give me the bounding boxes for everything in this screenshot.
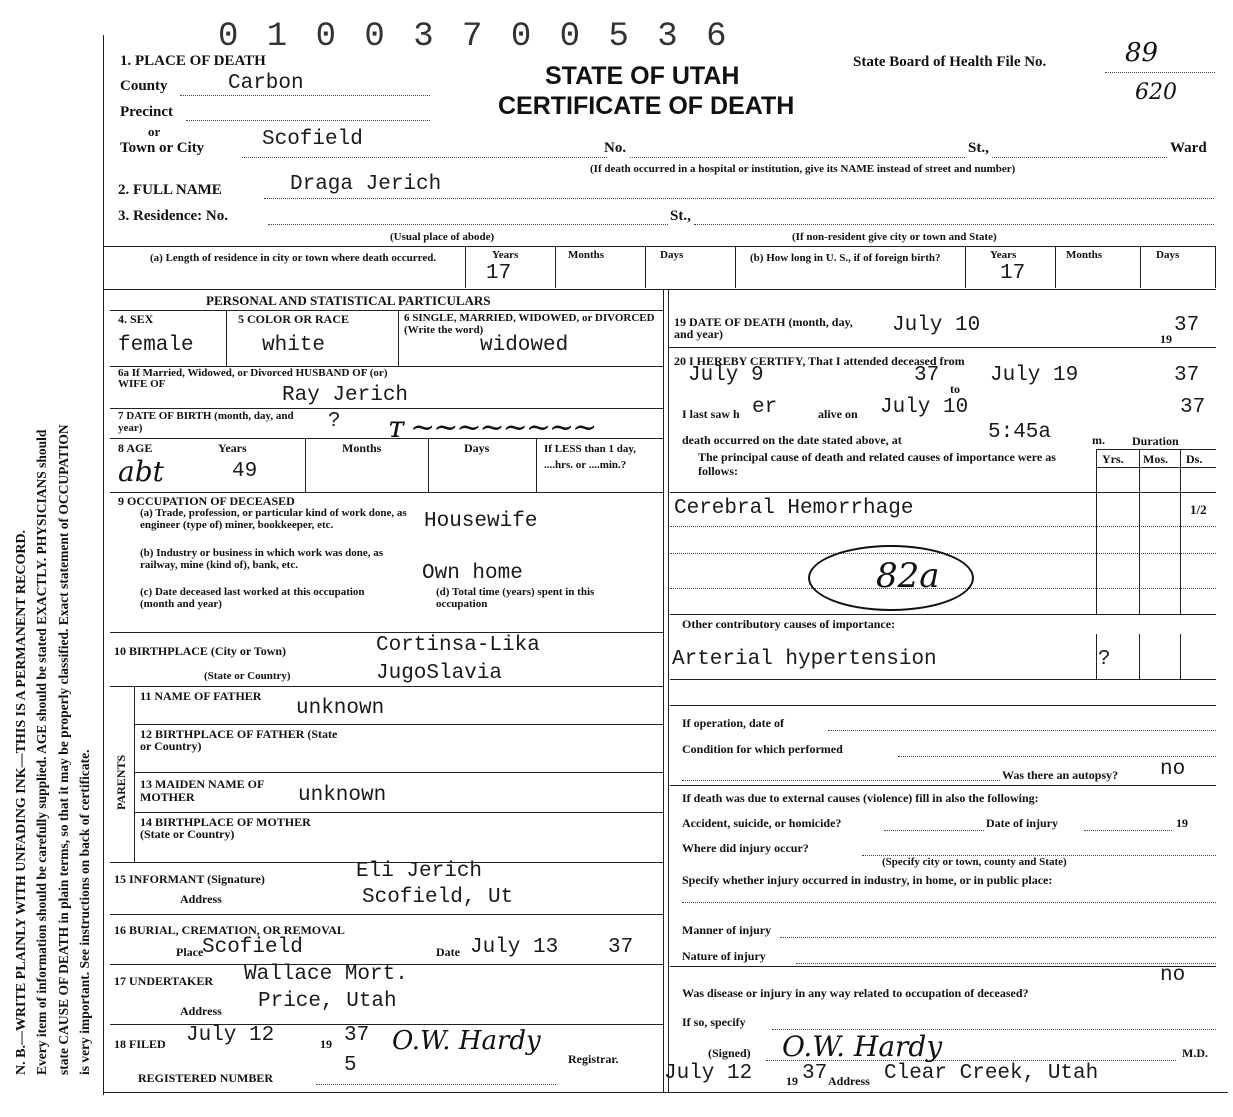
sig-address-value: Clear Creek, Utah — [884, 1062, 1099, 1085]
birthplace-country-value: JugoSlavia — [376, 662, 503, 685]
town-value: Scofield — [262, 128, 363, 151]
ward-label: Ward — [1170, 140, 1207, 156]
injury-year-label: 19 — [1176, 816, 1188, 830]
injury-date-label: Date of injury — [986, 816, 1058, 830]
birthplace-label: 10 BIRTHPLACE (City or Town) — [114, 644, 287, 658]
dod-label: 19 DATE OF DEATH (month, day, and year) — [674, 315, 853, 341]
certificate-title: CERTIFICATE OF DEATH — [498, 92, 795, 120]
length-label: (a) Length of residence in city or town where death occurred. — [150, 252, 437, 264]
registered-number-value: 5 — [344, 1054, 357, 1077]
dob-scribble: ᴛ ~~~~~~~~ — [388, 410, 596, 445]
m-label: m. — [1092, 433, 1105, 447]
state-country-label: (State or Country) — [204, 670, 291, 682]
nonres-note: (If non-resident give city or town and State) — [792, 231, 997, 243]
dod-year-value: 37 — [1174, 314, 1200, 337]
undertaker-address-value: Price, Utah — [258, 990, 397, 1013]
operation-label: If operation, date of — [682, 716, 784, 730]
sig-date-value: July 12 — [664, 1062, 753, 1085]
us-months-label: Months — [1066, 249, 1103, 261]
left-border — [103, 35, 104, 1095]
yrs-label: Yrs. — [1102, 452, 1124, 466]
physician-signature: O.W. Hardy — [782, 1030, 943, 1063]
occupation-b-label: (b) Industry or business in which work was done, as railway, mine (kind of), bank, etc. — [140, 547, 384, 571]
occupation-d-label: (d) Total time (years) spent in this occupation — [436, 586, 595, 610]
attend-from-year: 37 — [914, 364, 940, 387]
accident-label: Accident, suicide, or homicide? — [682, 816, 842, 830]
attend-to-value: July 19 — [990, 364, 1079, 387]
lastsaw-pronoun: er — [752, 396, 778, 419]
color-value: white — [262, 334, 326, 357]
us-label: (b) How long in U. S., if of foreign birth? — [750, 252, 941, 264]
age-months-label: Months — [342, 441, 382, 455]
dob-label: 7 DATE OF BIRTH (month, day, and year) — [118, 410, 294, 434]
marital-label: 6 SINGLE, MARRIED, WIDOWED, or DIVORCED (Write the word) — [404, 312, 655, 336]
filed-date-value: July 12 — [186, 1024, 275, 1047]
certify-label: 20 I HEREBY CERTIFY, That I attended deceased from — [674, 354, 965, 368]
serial-number: 0 1 0 0 3 7 0 0 5 3 6 — [218, 18, 731, 56]
place-section-label: 1. PLACE OF DEATH — [120, 53, 266, 69]
external-label: If death was due to external causes (violence) fill in also the following: — [682, 791, 1039, 805]
us-years-label: Years — [990, 249, 1017, 261]
st-label: St., — [968, 140, 989, 156]
where-note: (Specify city or town, county and State) — [882, 856, 1067, 868]
burial-date-value: July 13 — [470, 936, 559, 959]
county-value: Carbon — [228, 72, 304, 95]
birthplace-city-value: Cortinsa-Lika — [376, 634, 540, 657]
time-value: 5:45a — [988, 421, 1052, 444]
md-label: M.D. — [1182, 1046, 1208, 1060]
marital-value: widowed — [480, 334, 569, 357]
residence-label: 3. Residence: No. — [118, 208, 228, 224]
ds-label: Ds. — [1186, 452, 1203, 466]
hospital-note: (If death occurred in a hospital or institution, give its NAME instead of street and number) — [590, 163, 1016, 175]
state-title: STATE OF UTAH — [545, 62, 740, 90]
county-label: County — [120, 78, 168, 94]
circled-code-value: 82a — [876, 556, 940, 596]
filed-year-prefix: 19 — [320, 1037, 332, 1051]
bottom-border — [103, 1092, 1228, 1093]
or-label: or — [148, 124, 161, 139]
registrar-signature: O.W. Hardy — [392, 1026, 541, 1056]
registrar-label: Registrar. — [568, 1052, 619, 1066]
sig-year-prefix: 19 — [786, 1074, 798, 1088]
sidebar-instructions-2: state CAUSE OF DEATH in plain terms, so that it may be properly classified. Exact statement of OCCUPATION — [56, 424, 71, 1075]
age-prefix: abt — [118, 455, 164, 488]
undertaker-label: 17 UNDERTAKER — [114, 974, 214, 988]
registered-number-label: REGISTERED NUMBER — [138, 1071, 274, 1085]
length-months-label: Months — [568, 249, 605, 261]
sex-value: female — [118, 334, 194, 357]
lastsaw-label: I last saw h — [682, 407, 740, 421]
time-label: death occurred on the date stated above, at — [682, 433, 902, 447]
if-so-label: If so, specify — [682, 1015, 746, 1029]
informant-label: 15 INFORMANT (Signature) — [114, 872, 265, 886]
less-than-label: If LESS than 1 day, ....hrs. or ....min.? — [544, 443, 637, 471]
age-years-label: Years — [218, 441, 247, 455]
mother-label: 13 MAIDEN NAME OF MOTHER — [140, 777, 264, 804]
other-causes-label: Other contributory causes of importance: — [682, 617, 896, 631]
father-birthplace-label: 12 BIRTHPLACE OF FATHER (State or Country) — [140, 727, 338, 753]
length-years-label: Years — [492, 249, 519, 261]
occupation-c-label: (c) Date deceased last worked at this occupation (month and year) — [140, 586, 365, 610]
condition-label: Condition for which performed — [682, 742, 843, 756]
lastsaw-date-value: July 10 — [880, 396, 969, 419]
lastsaw-year-value: 37 — [1180, 396, 1206, 419]
occupation-a-value: Housewife — [424, 510, 538, 533]
alive-label: alive on — [818, 407, 858, 421]
burial-place-label: Place — [176, 945, 204, 959]
personal-header: PERSONAL AND STATISTICAL PARTICULARS — [206, 293, 491, 308]
occupation-b-value: Own home — [422, 562, 523, 585]
duration-label: Duration — [1132, 434, 1179, 448]
where-label: Where did injury occur? — [682, 841, 809, 855]
filed-year-value: 37 — [344, 1024, 370, 1047]
precinct-label: Precinct — [120, 104, 174, 120]
town-label: Town or City — [120, 140, 205, 156]
occupation-a-label: (a) Trade, profession, or particular kind of work done, as engineer (type of) miner, bookkeeper, etc. — [140, 507, 407, 531]
dod-value: July 10 — [892, 314, 981, 337]
manner-label: Manner of injury — [682, 923, 772, 937]
length-years-value: 17 — [486, 262, 512, 285]
father-value: unknown — [296, 697, 385, 720]
specify-label: Specify whether injury occurred in industry, in home, or in public place: — [682, 873, 1053, 887]
filed-label: 18 FILED — [114, 1037, 166, 1051]
burial-label: 16 BURIAL, CREMATION, OR REMOVAL — [114, 923, 345, 937]
file-no-label: State Board of Health File No. — [853, 54, 1047, 70]
abode-note: (Usual place of abode) — [390, 231, 495, 243]
mos-label: Mos. — [1143, 452, 1168, 466]
nature-label: Nature of injury — [682, 949, 766, 963]
color-label: 5 COLOR OR RACE — [238, 312, 350, 326]
spouse-label: 6a If Married, Widowed, or Divorced HUSBAND OF (or) WIFE OF — [118, 367, 388, 390]
spouse-value: Ray Jerich — [282, 384, 409, 407]
full-name-label: 2. FULL NAME — [118, 182, 222, 198]
attend-from-value: July 9 — [688, 364, 764, 387]
to-label: to — [950, 382, 960, 396]
informant-address-value: Scofield, Ut — [362, 886, 514, 909]
age-label: 8 AGE — [118, 441, 153, 455]
residence-st-label: St., — [670, 208, 691, 224]
parents-label: PARENTS — [114, 754, 128, 810]
occ-related-value: no — [1160, 964, 1186, 987]
age-days-label: Days — [464, 441, 490, 455]
signed-label: (Signed) — [708, 1046, 751, 1060]
sex-label: 4. SEX — [118, 312, 154, 326]
occupation-label: 9 OCCUPATION OF DECEASED — [118, 494, 295, 508]
father-label: 11 NAME OF FATHER — [140, 689, 262, 703]
dod-year-prefix: 19 — [1160, 332, 1172, 346]
us-years-value: 17 — [1000, 262, 1026, 285]
occ-related-label: Was disease or injury in any way related to occupation of deceased? — [682, 986, 1029, 1000]
attend-to-year: 37 — [1174, 364, 1200, 387]
age-value: 49 — [232, 460, 258, 483]
length-days-label: Days — [660, 249, 684, 261]
burial-place-value: Scofield — [202, 936, 303, 959]
informant-address-label: Address — [180, 892, 222, 906]
autopsy-value: no — [1160, 758, 1186, 781]
dob-value: ? — [328, 410, 341, 433]
sig-address-label: Address — [828, 1074, 870, 1088]
burial-date-label: Date — [436, 945, 460, 959]
no-label: No. — [604, 140, 627, 156]
sidebar-instructions-1: Every item of information should be carefully supplied. AGE should be stated EXACTLY. PHYSICIANS should — [34, 429, 49, 1075]
cause-value: Cerebral Hemorrhage — [674, 497, 914, 520]
sidebar-warning: N. B.—WRITE PLAINLY WITH UNFADING INK—THIS IS A PERMANENT RECORD. — [14, 529, 29, 1075]
sidebar-instructions-3: is very important. See instructions on back of certificate. — [77, 749, 92, 1075]
mother-birthplace-label: 14 BIRTHPLACE OF MOTHER (State or Country) — [140, 815, 311, 841]
us-days-label: Days — [1156, 249, 1180, 261]
sig-year-value: 37 — [802, 1062, 828, 1085]
full-name-value: Draga Jerich — [290, 173, 442, 196]
mother-value: unknown — [298, 784, 387, 807]
file-no-value: 89 — [1125, 38, 1159, 68]
burial-year-value: 37 — [608, 936, 634, 959]
other-cause-value: Arterial hypertension — [672, 648, 937, 671]
undertaker-address-label: Address — [180, 1004, 222, 1018]
autopsy-label: Was there an autopsy? — [1002, 768, 1119, 782]
cause-label: The principal cause of death and related causes of importance were as follows: — [698, 450, 1056, 478]
other-duration-value: ? — [1098, 648, 1111, 671]
file-sub-value: 620 — [1135, 80, 1177, 105]
cause-duration-value: 1/2 — [1190, 502, 1207, 517]
informant-value: Eli Jerich — [356, 860, 483, 883]
undertaker-value: Wallace Mort. — [244, 963, 408, 986]
